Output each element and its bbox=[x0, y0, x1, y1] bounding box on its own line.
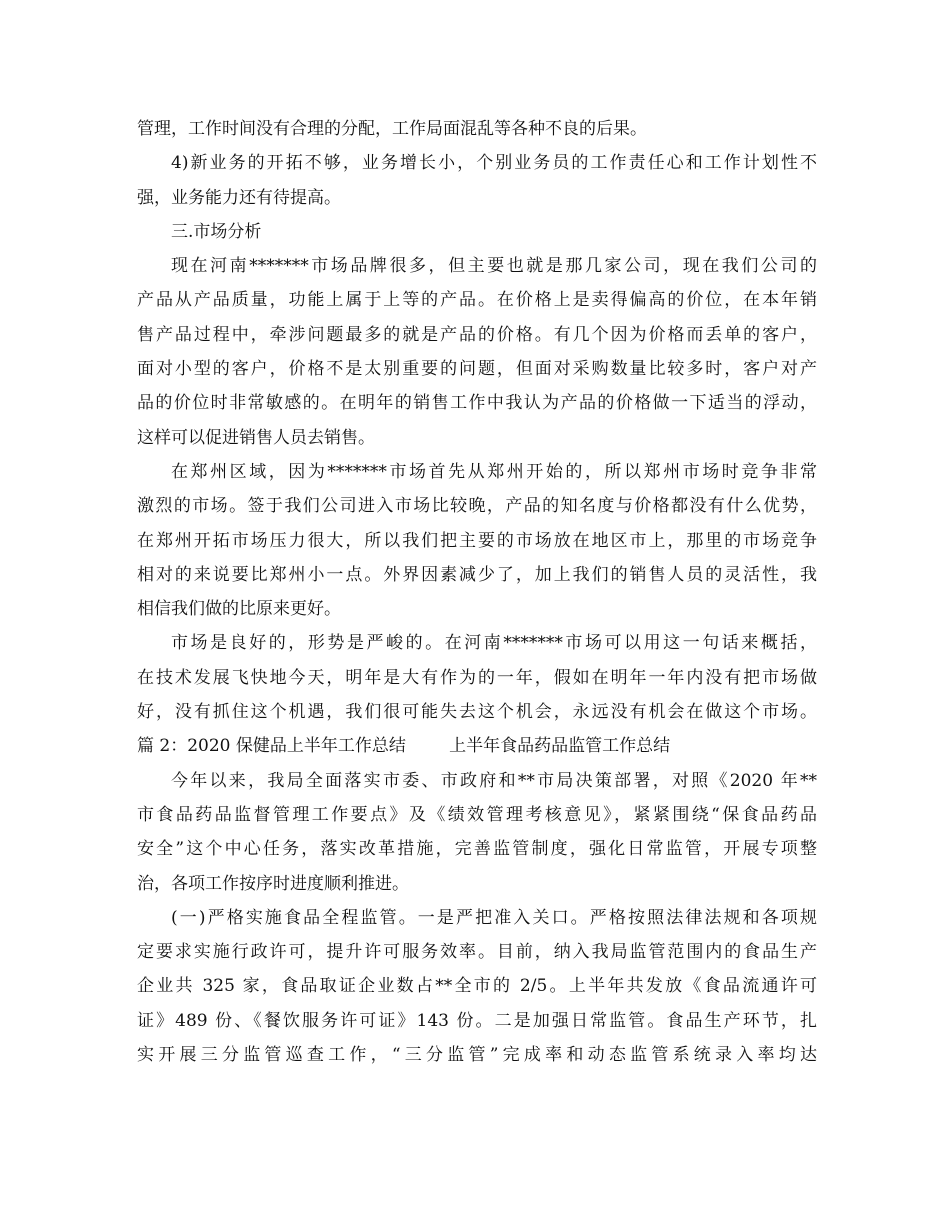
article-title: 篇 2：2020 保健品上半年工作总结 上半年食品药品监管工作总结 bbox=[137, 736, 671, 757]
text-line: 今年以来，我局全面落实市委、市政府和**市局决策部署，对照《2020 年** bbox=[171, 770, 817, 791]
text-line: 售产品过程中，牵涉问题最多的就是产品的价格。有几个因为价格而丢单的客户， bbox=[137, 324, 817, 345]
text-line: 面对小型的客户，价格不是太别重要的问题，但面对采购数量比较多时，客户对产 bbox=[137, 359, 817, 380]
text-line: 在郑州区域，因为*******市场首先从郑州开始的，所以郑州市场时竞争非常 bbox=[171, 461, 817, 482]
text-line: 管理，工作时间没有合理的分配，工作局面混乱等各种不良的后果。 bbox=[137, 119, 647, 139]
text-line: 好，没有抓住这个机遇，我们很可能失去这个机会，永远没有机会在做这个市场。 bbox=[137, 702, 817, 723]
text-line: 产品从产品质量，功能上属于上等的产品。在价格上是卖得偏高的价位，在本年销 bbox=[137, 290, 817, 311]
text-line: 定要求实施行政许可，提升许可服务效率。目前，纳入我局监管范围内的食品生产 bbox=[137, 942, 817, 963]
text-line: 市场是良好的，形势是严峻的。在河南*******市场可以用这一句话来概括， bbox=[171, 633, 817, 654]
text-line: 在郑州开拓市场压力很大，所以我们把主要的市场放在地区市上，那里的市场竞争 bbox=[137, 530, 817, 551]
text-line: 激烈的市场。签于我们公司进入市场比较晚，产品的知名度与价格都没有什么优势， bbox=[137, 496, 817, 517]
text-line: 安全”这个中心任务，落实改革措施，完善监管制度，强化日常监管，开展专项整 bbox=[137, 839, 817, 860]
section-heading: 三.市场分析 bbox=[171, 221, 262, 242]
document-body bbox=[137, 112, 817, 1072]
text-line: 这样可以促进销售人员去销售。 bbox=[137, 427, 375, 448]
text-line: 市食品药品监督管理工作要点》及《绩效管理考核意见》，紧紧围绕“保食品药品 bbox=[137, 804, 817, 825]
text-line: 4)新业务的开拓不够，业务增长小，个别业务员的工作责任心和工作计划性不 bbox=[171, 153, 817, 174]
text-line: 治，各项工作按序时进度顺利推进。 bbox=[137, 873, 409, 894]
text-line: 在技术发展飞快地今天，明年是大有作为的一年，假如在明年一年内没有把市场做 bbox=[137, 667, 817, 688]
text-line: 现在河南*******市场品牌很多，但主要也就是那几家公司，现在我们公司的 bbox=[171, 256, 817, 277]
text-line: 企业共 325 家，食品取证企业数占**全市的 2/5。上半年共发放《食品流通许可 bbox=[137, 976, 817, 997]
text-line: 品的价位时非常敏感的。在明年的销售工作中我认为产品的价格做一下适当的浮动， bbox=[137, 393, 817, 414]
text-line: 实开展三分监管巡查工作，“三分监管”完成率和动态监管系统录入率均达 bbox=[137, 1045, 817, 1066]
text-line: 强，业务能力还有待提高。 bbox=[137, 187, 341, 208]
text-line: 相信我们做的比原来更好。 bbox=[137, 599, 341, 620]
text-line: (一)严格实施食品全程监管。一是严把准入关口。严格按照法律法规和各项规 bbox=[171, 907, 817, 928]
text-line: 相对的来说要比郑州小一点。外界因素减少了，加上我们的销售人员的灵活性，我 bbox=[137, 564, 817, 585]
text-line: 证》489 份、《餐饮服务许可证》143 份。二是加强日常监管。食品生产环节，扎 bbox=[137, 1010, 817, 1031]
